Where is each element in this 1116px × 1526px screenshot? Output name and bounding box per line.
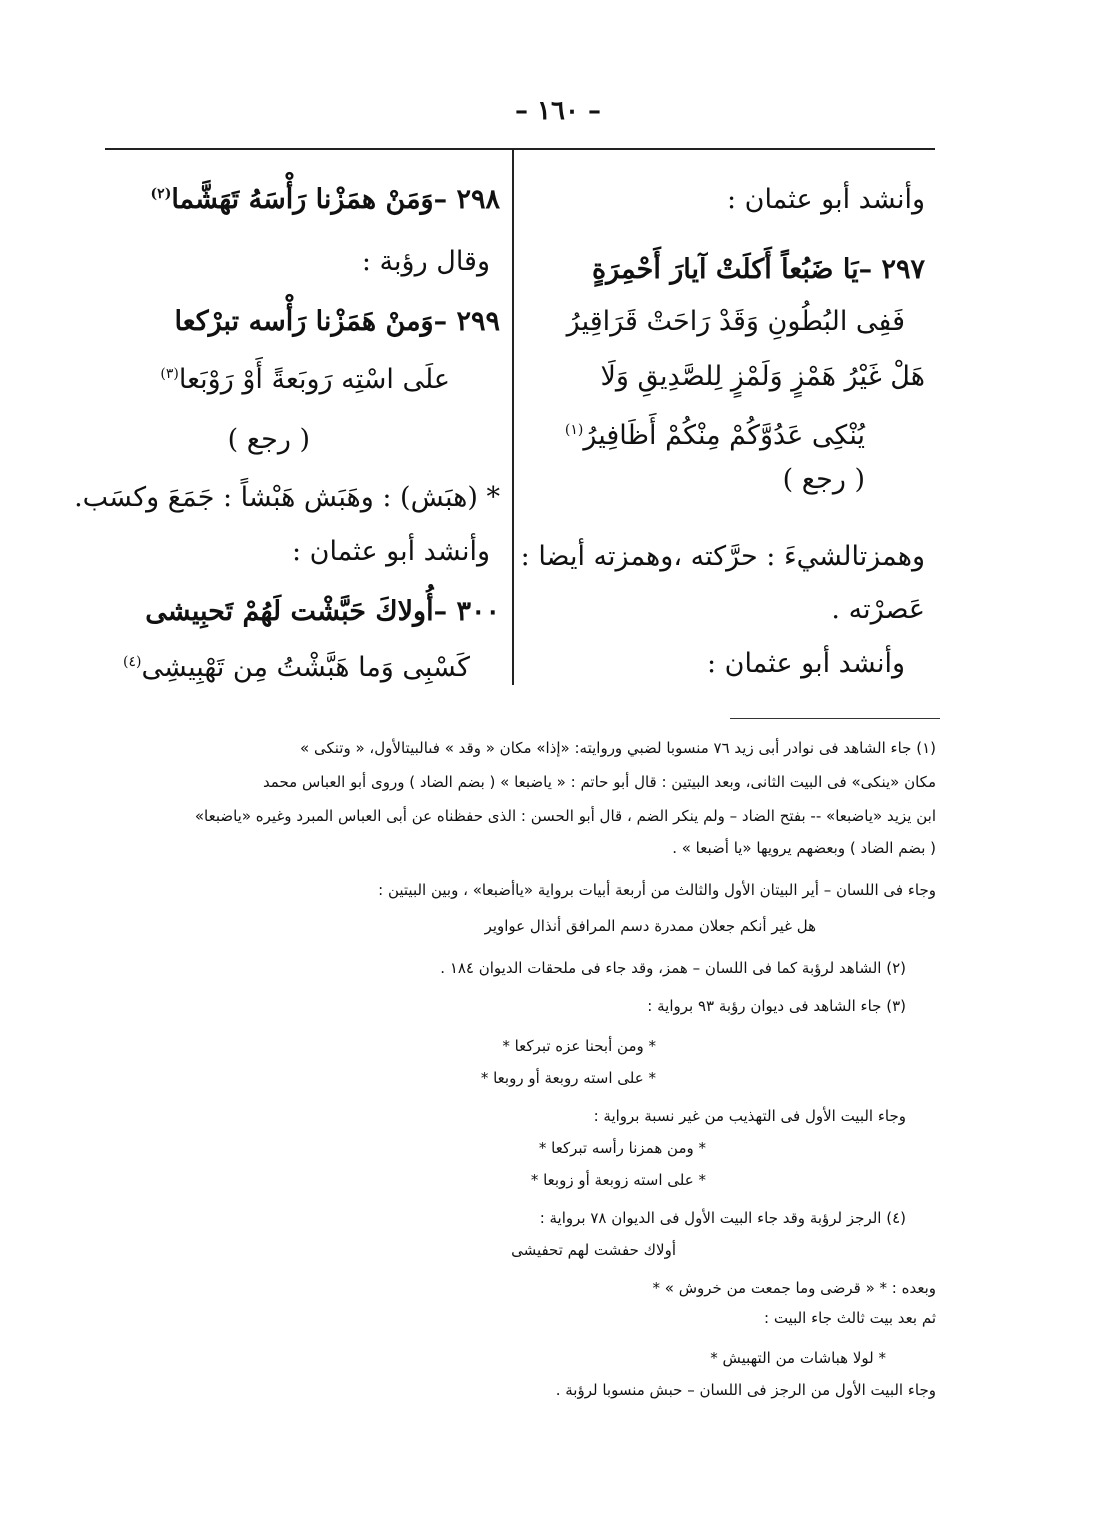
footnote-line: مكان «ينكى» فى البيت الثانى، وبعد البيتين : قال أبو حاتم : « ياضبعا » ( بضم الضاد ) وروى أبو العباس محمد — [262, 773, 936, 791]
footnote-line: (٤) الرجز لرؤبة وقد جاء البيت الأول فى الديوان ٧٨ برواية : — [539, 1209, 906, 1227]
footnote-line: ثم بعد بيت ثالث جاء البيت : — [764, 1309, 936, 1327]
verse-299-line-1: ٢٩٩ –وَمنْ هَمَزْنا رَأْسه تبرْكعا — [174, 306, 500, 337]
footnote-line: * لولا هباشات من التهبيش * — [710, 1349, 886, 1367]
verse-300-line-1: ٣٠٠ –أُولاكَ حَبَّشْت لَهُمْ تَحبِيشى — [145, 596, 500, 627]
footnote-line: وبعده : * « قرضى وما جمعت من خروش » * — [652, 1279, 936, 1297]
page-number: – ١٦٠ – — [514, 96, 602, 126]
verse-297-line-3: هَلْ غَيْرُ هَمْزٍ وَلَمْزٍ لِلصَّدِيقِ وَلَا — [600, 361, 925, 392]
footnote-line: هل غير أنكم جعلان ممدرة دسم المرافق أنذال عواوير — [484, 917, 816, 935]
footnote-line: * على استه روبعة أو روبعا * — [480, 1069, 656, 1087]
verse-300-line-2: كَسْبِى وَما هَبَّشْتُ مِن تَهْبِيشِى — [141, 652, 470, 683]
footnote-marker: (١) — [564, 422, 584, 438]
footnote-line: ( بضم الضاد ) وبعضهم يرويها «يا أضبعا » . — [672, 839, 936, 857]
footnote-line: ابن يزيد «ياضبعا» -- بفتح الضاد – ولم ينكر الضم ، قال أبو الحسن : الذى حفظناه عن أبى العباس المبرد وغيره «ياضبعا» — [194, 807, 936, 825]
entry-habash: * (هبَش) : وهَبَش هَبْشاً : جَمَعَ وكسَب. — [74, 482, 500, 513]
verse-297-line-4-text: يُنْكِى عَدُوَّكُمْ مِنْكُمْ أَظَافِيرُ — [583, 420, 865, 451]
verse-297-line-1: ٢٩٧ –يَا ضَبُعاً أَكلَتْ آيارَ أَحْمِرَةٍ — [591, 254, 925, 285]
verse-299-line-2: علَى اسْتِه رَوبَعةً أَوْ رَوْبَعا — [178, 364, 450, 395]
column-divider — [512, 150, 514, 685]
footnote-marker: (٤) — [123, 654, 142, 670]
verse-297-line-2: فَفِى البُطُونِ وَقَدْ رَاحَتْ قَرَاقِيرُ — [566, 306, 905, 337]
footnote-line: (٣) جاء الشاهد فى ديوان رؤبة ٩٣ برواية : — [647, 997, 906, 1015]
footnote-line: (١) جاء الشاهد فى نوادر أبى زيد ٧٦ منسوبا لضبي وروايته: «إذا» مكان « وقد » فىالبيتالأول، « وتنكى » — [300, 739, 936, 757]
intro-line: وأنشد أبو عثمان : — [706, 648, 905, 679]
gloss-line-2: عَصرْته . — [831, 594, 925, 625]
gloss-line-1: وهمزتالشيءَ : حرَّكته ،وهمزته أيضا : — [520, 541, 925, 572]
header-rule — [105, 148, 935, 150]
footnote-line: * ومن همزنا رأسه تبركعا * — [538, 1139, 706, 1157]
footnote-marker: (٢) — [150, 186, 172, 202]
footnote-line: وجاء فى اللسان – أير البيتان الأول والثالث من أربعة أبيات برواية «ياأضبعا» ، وبين البيتين : — [378, 881, 936, 899]
intro-line: وأنشد أبو عثمان : — [291, 536, 490, 567]
verse-298: ٢٩٨ –وَمَنْ همَزْنا رَأْسَهُ تَهَشَّما — [171, 184, 500, 215]
intro-line: وقال رؤبة : — [361, 246, 490, 277]
footnote-marker: (٣) — [160, 366, 179, 382]
footnote-line: * على استه زوبعة أو زوبعا * — [530, 1171, 706, 1189]
intro-line: وأنشد أبو عثمان : — [726, 184, 925, 215]
meter-label: ( رجع ) — [782, 464, 865, 495]
footnote-line: أولاك حفشت لهم تحفيشى — [511, 1241, 676, 1259]
footnote-line: (٢) الشاهد لرؤبة كما فى اللسان – همز، وقد جاء فى ملحقات الديوان ١٨٤ . — [440, 959, 906, 977]
footnote-line: * ومن أبحنا عزه تبركعا * — [502, 1037, 656, 1055]
verse-297-line-4 — [540, 413, 925, 453]
footnote-line: وجاء البيت الأول فى التهذيب من غير نسبة برواية : — [593, 1107, 906, 1125]
footnote-rule — [730, 718, 940, 719]
meter-label: ( رجع ) — [227, 424, 310, 455]
footnote-line: وجاء البيت الأول من الرجز فى اللسان – حبش منسوبا لرؤبة . — [555, 1381, 936, 1399]
